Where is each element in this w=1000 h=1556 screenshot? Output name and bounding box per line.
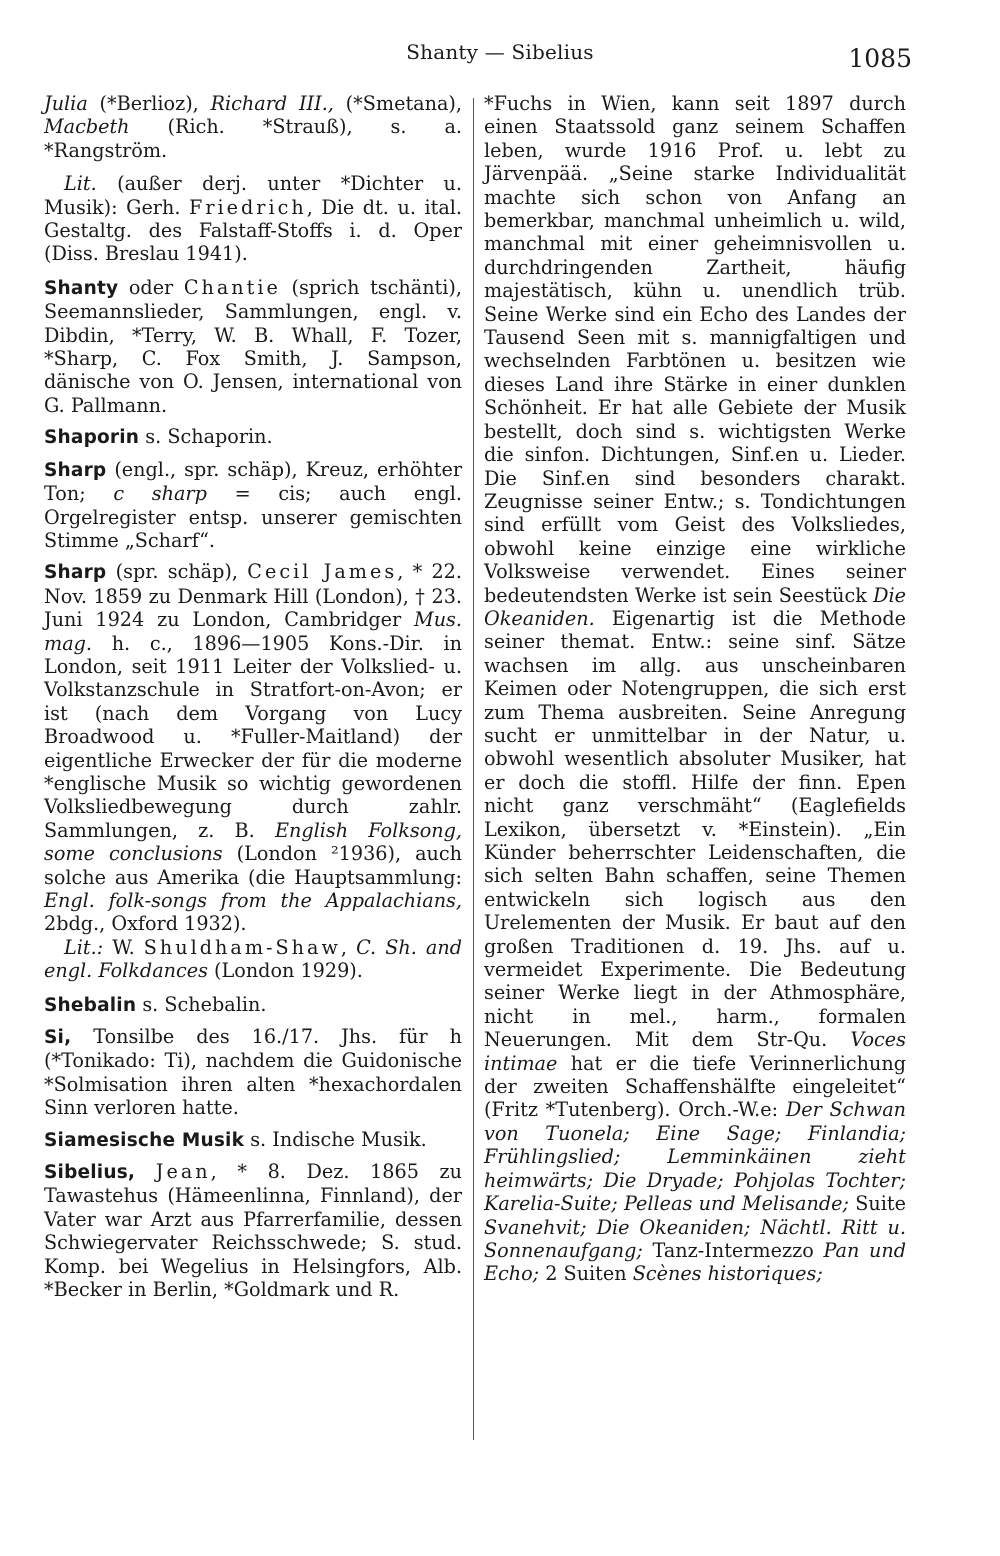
entry-text: (London ²1936), auch solche aus Amerika (die Hauptsammlung:	[44, 842, 462, 889]
entry-text: (spr. schäp),	[106, 560, 248, 584]
entry-sharp-person	[44, 560, 462, 936]
strauss-literature	[44, 172, 462, 266]
entry-shaporin	[44, 425, 462, 449]
entry-text: = cis; auch engl. Orgelregister entsp. unserer gemischten Stimme „Scharf“.	[44, 482, 462, 552]
entry-text: W.	[103, 935, 144, 959]
entry-text: (außer derj. unter *Dichter u. Musik): Gerh.	[44, 172, 462, 219]
work-title: Scènes historiques;	[632, 1262, 823, 1286]
work-title: Richard III.,	[210, 92, 334, 115]
headword: Siamesische Musik	[44, 1129, 245, 1151]
entry-text: , Die dt. u. ital. Gestaltg. des Falstaff-Stoffs i. d. Oper (Diss. Breslau 1941).	[44, 195, 463, 266]
entry-text: (London 1929).	[207, 959, 363, 983]
degree-title: Mus. mag.	[44, 608, 462, 655]
entry-text: 2bdg., Oxford 1932).	[44, 912, 247, 936]
work-title: C. Sh. and engl. Folkdances	[44, 935, 462, 983]
entry-text: , * 8. Dez. 1865 zu Tawastehus (Hämeenlinna, Finnland), der Vater war Arzt aus Pfarrerfamilie, dessen Schwiegervater Reichsschwede; S. stud. Komp. bei Wegelius in Helsingfors, Alb. *Becker in Berlin, *Goldmark und R.	[44, 1160, 462, 1302]
entry-shebalin	[44, 993, 462, 1017]
work-title: Pan und Echo;	[484, 1238, 906, 1286]
sharp-literature	[44, 936, 462, 983]
lit-label: Lit.:	[64, 935, 104, 959]
entry-text: Suite	[848, 1192, 906, 1216]
author-name: Shuldham-Shaw	[143, 935, 341, 959]
sibelius-continuation	[484, 92, 906, 1286]
entry-text: (*Berlioz),	[87, 92, 211, 115]
headword: Shanty	[44, 277, 119, 299]
entry-text: s. Schebalin.	[136, 992, 267, 1016]
running-title: Shanty — Sibelius	[406, 40, 594, 64]
entry-text: (Rich. *Strauß), s. a. *Rangström.	[44, 115, 462, 162]
column-divider	[473, 98, 474, 1440]
entry-text: (sprich tschänti), Seemannslieder, Sammlungen, engl. v. Dibdin, *Terry, W. B. Whall, F. Tozer, *Sharp, C. Fox Smith, J. Sampson, dänische von O. Jensen, international von G. Pallmann.	[44, 275, 462, 417]
entry-text: Tanz-Intermezzo	[642, 1238, 824, 1262]
headword: Sharp	[44, 459, 107, 481]
work-list: Svanehvit; Die Okeaniden; Nächtl. Ritt u. Sonnenaufgang;	[484, 1215, 906, 1262]
entry-text: ,	[340, 935, 357, 959]
entry-text: (engl., spr. schäp), Kreuz, erhöhter Ton;	[44, 457, 462, 506]
entry-text: hat er die tiefe Verinnerlichung der zweiten Schaffenshälfte eingeleitet“ (Fritz *Tutenberg). Orch.-W.e:	[484, 1051, 906, 1122]
entry-siamesische-musik	[44, 1128, 462, 1152]
headword: Si,	[44, 1027, 72, 1049]
author-name: Friedrich	[189, 195, 307, 219]
entry-shanty	[44, 276, 462, 417]
headword: Sharp	[44, 562, 107, 584]
variant-term: Chantie	[183, 275, 281, 299]
right-column	[484, 92, 906, 1286]
entry-text: , * 22. Nov. 1859 zu Denmark Hill (London), † 23. Juni 1924 zu London, Cambridger	[44, 560, 462, 632]
entry-text: 2 Suiten	[539, 1262, 633, 1286]
work-title: Die Okeaniden.	[484, 583, 906, 630]
left-column	[44, 92, 462, 1310]
lit-label: Lit.	[64, 172, 97, 196]
headword: Shebalin	[44, 994, 137, 1016]
headword: Shaporin	[44, 427, 140, 449]
entry-text: s. Indische Musik.	[244, 1127, 427, 1151]
work-title: English Folksong, some conclusions	[44, 818, 462, 866]
entry-text: (*Smetana),	[333, 92, 462, 115]
work-title: Macbeth	[44, 115, 130, 139]
entry-si	[44, 1025, 462, 1120]
page-number: 1085	[848, 44, 912, 73]
term-example: c sharp	[113, 482, 207, 506]
entry-text: Eigenartig ist die Methode seiner themat. Entw.: seine sinf. Sätze wachsen im allg. aus unscheinbaren Keimen oder Notengruppen, die sich erst zum Thema ausbreiten. Seine Anregung sucht er unmittelbar in der Natur, u. obwohl wesentlich absoluter Musiker, hat er doch die stoffl. Hilfe der finn. Epen nicht ganz verschmäht“ (Eaglefields Lexikon, übersetzt v. *Einstein). „Ein Künder beherrschter Leidenschaften, die sich selten Bahn schaffen, seine Themen entwickeln sich logisch aus den Urelementen der Musik. Er baut auf den großen Traditionen d. 19. Jhs. auf u. vermeidet Experimente. Die Bedeutung seiner Werke liegt in der Athmosphäre, nicht in mel., harm., formalen Neuerungen. Mit dem Str-Qu.	[484, 606, 906, 1052]
entry-text: oder	[118, 275, 184, 299]
strauss-entry-tail	[44, 92, 462, 162]
work-title: Julia	[44, 92, 88, 115]
entry-text: Tonsilbe des 16./17. Jhs. für h (*Tonikado: Ti), nachdem die Guidonische *Solmisation ihren alten *hexachordalen Sinn verloren hatte.	[44, 1025, 462, 1120]
entry-sharp-term	[44, 458, 462, 553]
headword: Sibelius,	[44, 1162, 136, 1184]
entry-text: s. Schaporin.	[139, 425, 273, 449]
work-title: Engl. folk-songs from the Appalachians,	[44, 889, 462, 912]
entry-text	[135, 1160, 156, 1183]
person-name: Cecil James	[247, 560, 398, 584]
entry-sibelius	[44, 1160, 462, 1301]
entry-text: *Fuchs in Wien, kann seit 1897 durch einen Staatssold ganz seinem Schaffen leben, wurde 1916 Prof. u. lebt zu Järvenpää. „Seine starke Individualität machte sich schon von Anfang an bemerkbar, manchmal unheimlich u. wild, manchmal mit einer geheimnisvollen u. durchdringenden Zartheit, häufig majestätisch, kühn u. unendlich trüb. Seine Werke sind ein Echo des Landes der Tausend Seen mit s. mannigfaltigen und wechselnden Farbtönen u. besitzen wie dieses Land ihre Stärke in einer dunklen Schönheit. Er hat alle Gebiete der Musik bestellt, doch sind s. wichtigsten Werke die sinfon. Dichtungen, Sinf.en u. Lieder. Die Sinf.en sind besonders charakt. Zeugnisse seiner Entw.; s. Tondichtungen sind erfüllt vom Geist des Volksliedes, obwohl keine einzige eine wirkliche Volksweise verwendet. Eines seiner bedeutendsten Werke ist sein Seestück	[484, 92, 906, 607]
work-list: Der Schwan von Tuonela; Eine Sage; Finlandia; Frühlingslied; Lemminkäinen zieht heimwärts; Die Dryade; Pohjolas Tochter; Karelia-Suite; Pelleas und Melisande;	[484, 1098, 906, 1216]
entry-text: h. c., 1896—1905 Kons.-Dir. in London, seit 1911 Leiter der Volkslied- u. Volkstanzschule in Stratfort-on-Avon; er ist (nach dem Vorgang von Lucy Broadwood u. *Fuller-Maitland) der eigentliche Erwecker der für die moderne *englische Musik so wichtig gewordenen Volksliedbewegung durch zahlr. Sammlungen, z. B.	[44, 631, 462, 842]
person-name: Jean	[155, 1160, 211, 1184]
work-title: Voces intimae	[484, 1028, 906, 1075]
